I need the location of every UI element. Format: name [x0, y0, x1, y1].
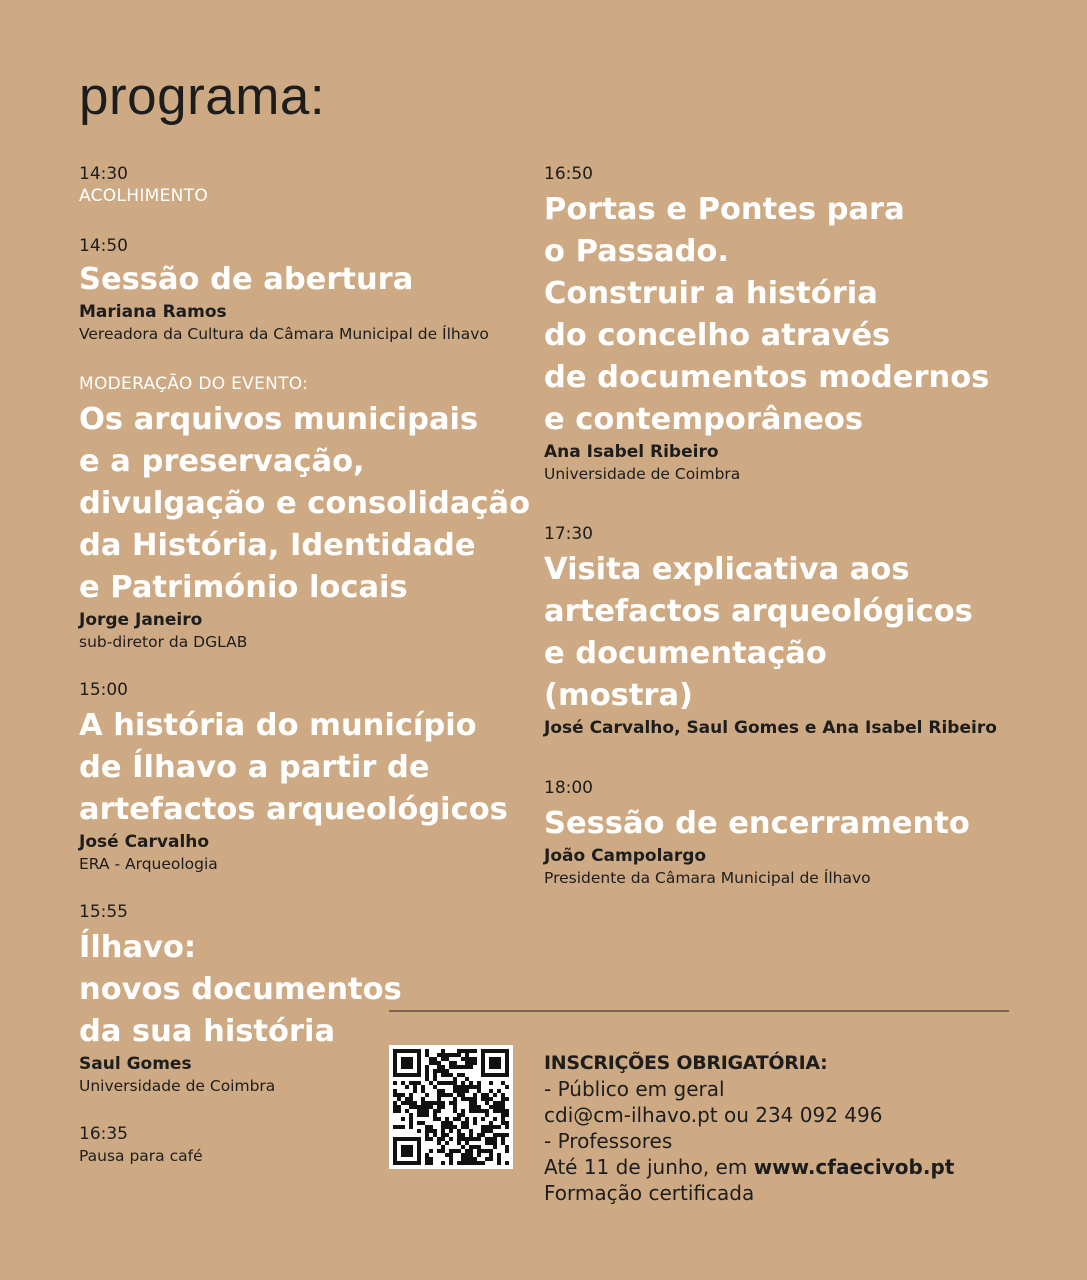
program-item-abertura	[79, 235, 539, 345]
item-headline: Os arquivos municipais e a preservação, divulgação e consolidação da História, Identidade e Património locais	[79, 402, 531, 605]
item-time: 16:35	[79, 1124, 128, 1144]
program-item-encerramento	[544, 777, 1044, 889]
item-role: Vereadora da Cultura da Câmara Municipal de Ílhavo	[79, 325, 489, 343]
item-speaker: José Carvalho	[79, 832, 210, 852]
item-label: ACOLHIMENTO	[79, 186, 209, 206]
item-speaker: José Carvalho, Saul Gomes e Ana Isabel Ribeiro	[544, 718, 997, 738]
program-item-visita	[544, 523, 1044, 739]
item-speaker: João Campolargo	[544, 846, 707, 866]
item-headline: Portas e Pontes para o Passado. Construir a história do concelho através de documentos modernos e contemporâneos	[544, 192, 990, 437]
item-text: Pausa para café	[79, 1147, 203, 1165]
item-time: 16:50	[544, 164, 593, 184]
page-title: programa:	[79, 67, 326, 126]
registration-deadline	[544, 1154, 1024, 1180]
registration-link[interactable]: www.cfaecivob.pt	[753, 1155, 955, 1179]
registration-deadline-text: Até 11 de junho, em	[544, 1155, 754, 1179]
registration-info	[544, 1050, 1024, 1206]
item-headline: Visita explicativa aos artefactos arqueológicos e documentação (mostra)	[544, 552, 973, 713]
item-role: Presidente da Câmara Municipal de Ílhavo	[544, 869, 871, 887]
item-role: Universidade de Coimbra	[544, 465, 741, 483]
item-time: 14:50	[79, 236, 128, 256]
item-speaker: Mariana Ramos	[79, 302, 227, 322]
item-time: 18:00	[544, 778, 593, 798]
registration-title: INSCRIÇÕES OBRIGATÓRIA:	[544, 1052, 828, 1074]
section-divider	[389, 1010, 1009, 1012]
item-headline: Sessão de abertura	[79, 262, 414, 297]
item-time: 15:00	[79, 680, 128, 700]
qr-code-graphic	[389, 1045, 513, 1169]
item-time: 17:30	[544, 524, 593, 544]
program-left-column	[79, 163, 539, 1187]
item-label: MODERAÇÃO DO EVENTO:	[79, 374, 309, 394]
item-speaker: Ana Isabel Ribeiro	[544, 442, 719, 462]
program-item-moderacao	[79, 373, 539, 653]
item-speaker: Jorge Janeiro	[79, 610, 203, 630]
item-time: 15:55	[79, 902, 128, 922]
qr-code-icon[interactable]	[389, 1045, 513, 1169]
program-item-historia-municipio	[79, 679, 539, 875]
registration-audience-general: - Público em geral	[544, 1077, 725, 1101]
registration-contact[interactable]: cdi@cm-ilhavo.pt ou 234 092 496	[544, 1103, 883, 1127]
item-headline: Ílhavo: novos documentos da sua história	[79, 930, 402, 1049]
item-time: 14:30	[79, 164, 128, 184]
item-role: Universidade de Coimbra	[79, 1077, 276, 1095]
program-item-acolhimento	[79, 163, 539, 207]
item-headline: A história do município de Ílhavo a partir de artefactos arqueológicos	[79, 708, 508, 827]
program-right-column	[544, 163, 1044, 909]
registration-audience-teachers: - Professores	[544, 1129, 673, 1153]
item-role: ERA - Arqueologia	[79, 855, 218, 873]
program-item-portas-pontes	[544, 163, 1044, 485]
item-speaker: Saul Gomes	[79, 1054, 192, 1074]
item-role: sub-diretor da DGLAB	[79, 633, 248, 651]
item-headline: Sessão de encerramento	[544, 806, 970, 841]
registration-certified: Formação certificada	[544, 1181, 755, 1205]
qr-modules	[393, 1049, 509, 1165]
